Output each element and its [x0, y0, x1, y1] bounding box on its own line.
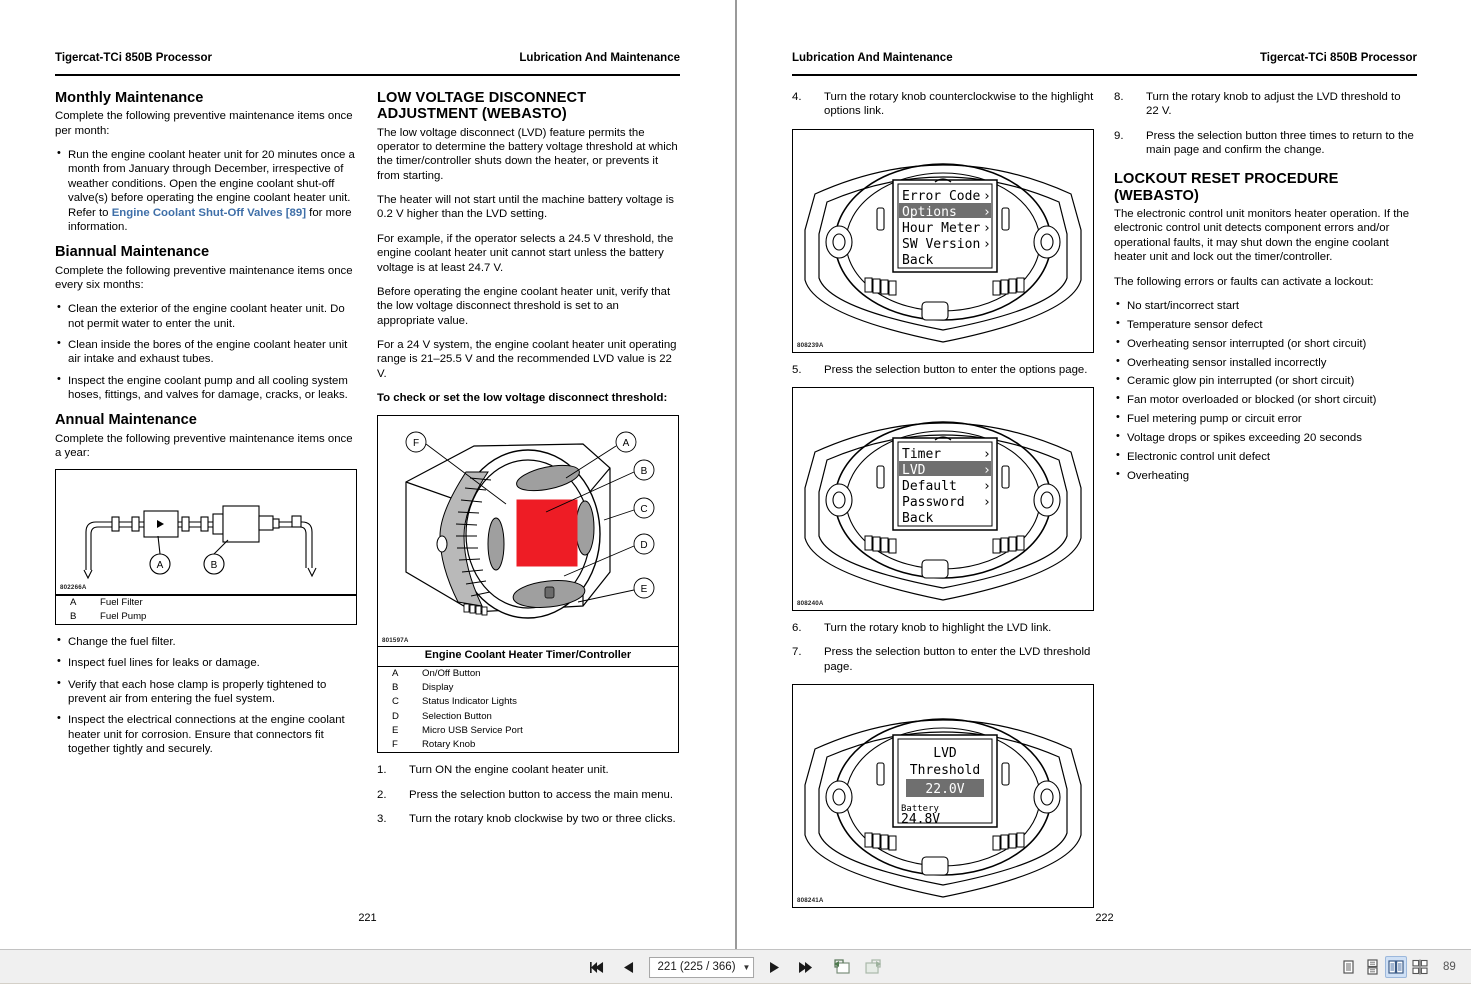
battery-value: 24.8V	[901, 812, 941, 828]
step-text: Turn the rotary knob to highlight the LVD link.	[824, 622, 1052, 635]
legend-row	[56, 596, 356, 610]
step-item	[377, 812, 679, 826]
left-page-column-2	[377, 90, 679, 836]
step-number: 5.	[792, 363, 802, 376]
svg-text:›: ›	[983, 447, 991, 463]
list-item: • No start/incorrect start	[1114, 299, 1416, 313]
running-header-right-page	[792, 52, 1417, 74]
menu-row-0: Timer	[902, 447, 942, 463]
step-number: 8.	[1114, 91, 1124, 103]
step-text: Press the selection button to enter the options page.	[824, 363, 1088, 376]
screen-title-line-2: Threshold	[909, 763, 981, 779]
step-text: Turn the rotary knob counterclockwise to the highlight options link.	[824, 91, 1094, 118]
list-item: • Verify that each hose clamp is properly tightened to prevent air from entering the fuel system.	[55, 678, 357, 707]
timer-controller-diagram	[378, 416, 678, 646]
monthly-bullet-list	[55, 148, 357, 234]
svg-text:A: A	[622, 438, 630, 450]
view-mode-single-page[interactable]	[1337, 956, 1359, 978]
lvd-paragraph-5: For a 24 V system, the engine coolant heater unit operating range is 21–25.5 V and the recommended LVD value is 22 V.	[377, 339, 677, 380]
step-item	[1114, 90, 1416, 119]
lvd-paragraph-4: Before operating the engine coolant heater unit, verify that the low voltage disconnect threshold is set to an appropriate value.	[377, 285, 671, 327]
step-text: Press the selection button three times to return to the main page and confirm the change.	[1146, 129, 1414, 157]
legend-text: Fuel Pump	[100, 610, 147, 622]
svg-text:A: A	[156, 559, 164, 571]
menu-row-2: Default	[902, 479, 957, 495]
svg-text:F: F	[412, 438, 420, 450]
step-text: Press the selection button to enter the LVD threshold page.	[824, 646, 1091, 673]
list-item: • Voltage drops or spikes exceeding 20 seconds	[1114, 431, 1416, 445]
continuous-page-icon	[1364, 959, 1380, 975]
legend-key: D	[392, 710, 399, 722]
step-item	[792, 645, 1094, 674]
svg-text:›: ›	[983, 188, 991, 204]
menu-row-3: SW Version	[902, 236, 981, 252]
menu-row-0: Error Code	[902, 188, 981, 204]
lockout-paragraph-1: The electronic control unit monitors heater operation. If the electronic control unit detects component errors and/or operational faults, it may shut down the engine coolant heater unit and lock out the timer/controller.	[1114, 208, 1410, 264]
heading-line-2: (WEBASTO)	[1114, 187, 1199, 204]
page-number-right: 222	[1095, 912, 1114, 924]
list-item: • Ceramic glow pin interrupted (or short circuit)	[1114, 374, 1416, 388]
list-item: • Fan motor overloaded or blocked (or short circuit)	[1114, 393, 1416, 407]
svg-text:›: ›	[983, 495, 991, 511]
lvd-steps-list	[377, 763, 679, 826]
left-page-column-1	[55, 90, 357, 767]
list-item: • Overheating	[1114, 469, 1416, 483]
zoom-level-text: 89	[1443, 961, 1456, 973]
legend-text: Display	[422, 682, 454, 694]
step-5-list	[792, 363, 1094, 377]
toolbar-view-mode-group	[1337, 950, 1467, 984]
header-rule	[55, 74, 680, 76]
list-item: • Clean the exterior of the engine coolant heater unit. Do not permit water to enter the unit.	[55, 302, 357, 331]
list-item: • Inspect fuel lines for leaks or damage.	[55, 656, 357, 670]
steps-8-9-list	[1114, 90, 1416, 157]
step-number: 3.	[377, 813, 387, 826]
legend-row	[378, 724, 678, 738]
biannual-bullet-list	[55, 302, 357, 402]
step-number: 2.	[377, 788, 387, 801]
step-item	[792, 90, 1094, 119]
header-rule	[792, 74, 1417, 76]
legend-row	[378, 681, 678, 695]
annual-intro: Complete the following preventive maintenance items once a year:	[55, 432, 353, 460]
svg-text:›: ›	[983, 463, 991, 479]
toolbar-navigation-group	[587, 950, 885, 984]
last-page-icon	[798, 961, 813, 974]
controller-front-view-1	[793, 130, 1093, 352]
list-item: • Overheating sensor installed incorrectly	[1114, 356, 1416, 370]
view-mode-two-page-continuous[interactable]	[1409, 956, 1431, 978]
lockout-paragraph-2: The following errors or faults can activate a lockout:	[1114, 275, 1374, 288]
page-right	[737, 0, 1471, 949]
legend-text: Status Indicator Lights	[422, 696, 517, 708]
lvd-procedure-lead: To check or set the low voltage disconnect threshold:	[377, 392, 668, 405]
bullet-text-post: for more information.	[68, 206, 352, 233]
legend-row	[378, 695, 678, 709]
legend-fuel-components	[55, 595, 357, 626]
heading-line-2: ADJUSTMENT (WEBASTO)	[377, 106, 567, 123]
legend-text: Selection Button	[422, 710, 492, 722]
right-page-column-2	[1114, 90, 1416, 493]
step-number: 1.	[377, 764, 387, 777]
go-back-view-button[interactable]	[831, 956, 853, 978]
two-page-icon	[1388, 959, 1404, 975]
view-mode-continuous[interactable]	[1361, 956, 1383, 978]
legend-row	[378, 667, 678, 681]
figure-controller-lvd-menu	[792, 387, 1094, 611]
svg-text:›: ›	[983, 204, 991, 220]
menu-row-1: Options	[902, 204, 957, 220]
heading-monthly-maintenance: Monthly Maintenance	[55, 90, 204, 106]
first-page-icon	[590, 961, 605, 974]
menu-row-3: Password	[902, 495, 965, 511]
battery-label: Battery	[901, 804, 939, 815]
cross-reference-link[interactable]: Engine Coolant Shut-Off Valves [89]	[111, 206, 306, 219]
menu-row-4: Back	[902, 252, 934, 268]
list-item: • Inspect the electrical connections at the engine coolant heater unit for corrosion. Ensure that connectors fit together tightly and securely.	[55, 713, 357, 756]
page-number-value: 221 (225 / 366)	[657, 961, 736, 973]
step-item	[1114, 129, 1416, 158]
menu-row-1: LVD	[902, 463, 926, 479]
step-item	[792, 621, 1094, 635]
legend-row	[378, 710, 678, 724]
step-number: 6.	[792, 622, 802, 635]
legend-key: B	[392, 682, 399, 694]
first-page-button[interactable]	[587, 956, 609, 978]
step-item	[377, 763, 679, 777]
menu-row-4: Back	[902, 511, 934, 527]
list-item	[55, 148, 357, 234]
lockout-fault-list	[1114, 299, 1416, 483]
legend-timer-controller	[377, 647, 679, 753]
list-item: • Fuel metering pump or circuit error	[1114, 412, 1416, 426]
controller-front-view-2	[793, 388, 1093, 610]
svg-text:›: ›	[983, 220, 991, 236]
step-text: Press the selection button to access the main menu.	[409, 788, 674, 801]
go-forward-view-button[interactable]	[862, 956, 884, 978]
page-number-input[interactable]	[649, 957, 755, 978]
legend-text: On/Off Button	[422, 667, 481, 679]
previous-page-button[interactable]	[618, 956, 640, 978]
legend-key: A	[70, 596, 77, 608]
viewer-toolbar	[0, 949, 1471, 983]
figure-id-label: 808239A	[797, 341, 824, 349]
step-4-list	[792, 90, 1094, 119]
figure-id-label: 802266A	[60, 583, 87, 591]
list-item: • Inspect the engine coolant pump and all cooling system hoses, fittings, and valves for damage, cracks, or leaks.	[55, 374, 357, 403]
running-header-left-page	[55, 52, 680, 74]
list-item: • Temperature sensor defect	[1114, 318, 1416, 332]
legend-row	[378, 738, 678, 752]
list-item: • Change the fuel filter.	[55, 635, 357, 649]
single-page-icon	[1340, 959, 1356, 975]
step-item	[377, 788, 679, 802]
svg-text:D: D	[640, 540, 648, 552]
right-page-column-1	[792, 90, 1094, 908]
figure-id-label: 801597A	[382, 636, 409, 644]
next-view-icon	[864, 959, 882, 975]
heading-biannual-maintenance: Biannual Maintenance	[55, 244, 210, 261]
legend-text: Rotary Knob	[422, 739, 476, 751]
heading-lockout-reset	[1114, 171, 1416, 204]
legend-row	[56, 610, 356, 624]
step-number: 9.	[1114, 129, 1124, 142]
steps-6-7-list	[792, 621, 1094, 674]
svg-text:E: E	[640, 584, 648, 596]
fuel-line-diagram	[56, 470, 356, 594]
legend-key: F	[392, 739, 398, 751]
lvd-paragraph-1: The low voltage disconnect (LVD) feature permits the operator to determine the battery voltage threshold at which the timer/controller shuts down the heater, or prevents it from starting.	[377, 126, 678, 182]
annual-bullet-list	[55, 635, 357, 757]
display-screen-red	[517, 500, 577, 566]
figure-controller-options-menu	[792, 129, 1094, 353]
step-number: 4.	[792, 91, 802, 103]
legend-text: Fuel Filter	[100, 596, 143, 608]
bullet-text-pre: Run the engine coolant heater unit for 20 minutes once a month from January through December, irrespective of weather conditions. Open the engine coolant shut-off valve(s) before operating the engine coolant heater unit. Refer to	[68, 149, 355, 219]
header-right-text: Lubrication And Maintenance	[519, 52, 680, 64]
figure-id-label: 808240A	[797, 600, 824, 608]
last-page-button[interactable]	[794, 956, 816, 978]
next-page-button[interactable]	[763, 956, 785, 978]
screen-title-line-1: LVD	[933, 746, 957, 762]
heading-lvd-adjustment	[377, 90, 679, 123]
next-page-icon	[768, 961, 780, 974]
list-item: • Overheating sensor interrupted (or short circuit)	[1114, 337, 1416, 351]
legend-key: A	[392, 667, 399, 679]
screen-value: 22.0V	[925, 782, 965, 798]
step-number: 7.	[792, 646, 802, 659]
step-text: Turn ON the engine coolant heater unit.	[409, 764, 609, 777]
monthly-intro: Complete the following preventive maintenance items once per month:	[55, 110, 353, 137]
page-left	[0, 0, 735, 949]
previous-view-icon	[833, 959, 851, 975]
legend-key: C	[392, 696, 399, 708]
header-left-text: Lubrication And Maintenance	[792, 52, 953, 64]
lvd-paragraph-3: For example, if the operator selects a 24.5 V threshold, the engine coolant heater unit cannot start unless the battery voltage is at least 24.7 V.	[377, 232, 674, 274]
header-right-text: Tigercat-TCi 850B Processor	[1259, 52, 1417, 64]
step-text: Turn the rotary knob clockwise by two or three clicks.	[409, 813, 676, 826]
controller-front-view-3	[793, 685, 1093, 907]
legend-key: B	[70, 610, 77, 622]
page-number-left: 221	[358, 912, 377, 924]
figure-id-label: 808241A	[797, 897, 824, 905]
legend-title: Engine Coolant Heater Timer/Controller	[378, 647, 678, 666]
two-page-continuous-icon	[1412, 959, 1428, 975]
heading-line-1: LOW VOLTAGE DISCONNECT	[377, 90, 587, 106]
lvd-paragraph-2: The heater will not start until the machine battery voltage is 0.2 V higher than the LVD setting.	[377, 194, 674, 221]
legend-text: Micro USB Service Port	[422, 724, 523, 736]
heading-annual-maintenance: Annual Maintenance	[55, 412, 197, 429]
biannual-intro: Complete the following preventive maintenance items once every six months:	[55, 264, 353, 291]
figure-timer-controller	[377, 415, 679, 647]
header-left-text: Tigercat-TCi 850B Processor	[55, 52, 213, 64]
step-text: Turn the rotary knob to adjust the LVD threshold to 22 V.	[1146, 91, 1401, 118]
svg-text:B: B	[210, 559, 218, 571]
previous-page-icon	[623, 961, 635, 974]
svg-text:›: ›	[983, 479, 991, 495]
svg-text:›: ›	[983, 236, 991, 252]
menu-row-2: Hour Meter	[902, 220, 981, 236]
list-item: • Electronic control unit defect	[1114, 450, 1416, 464]
heading-line-1: LOCKOUT RESET PROCEDURE	[1114, 171, 1339, 188]
list-item: • Clean inside the bores of the engine coolant heater unit air intake and exhaust tubes.	[55, 338, 357, 367]
step-item	[792, 363, 1094, 377]
svg-text:C: C	[640, 504, 648, 516]
chevron-down-icon[interactable]: ▼	[742, 962, 751, 972]
svg-text:B: B	[640, 466, 648, 478]
figure-controller-lvd-threshold	[792, 684, 1094, 908]
legend-key: E	[392, 724, 399, 736]
figure-fuel-filter-pump	[55, 469, 357, 595]
view-mode-two-page[interactable]	[1385, 956, 1407, 978]
